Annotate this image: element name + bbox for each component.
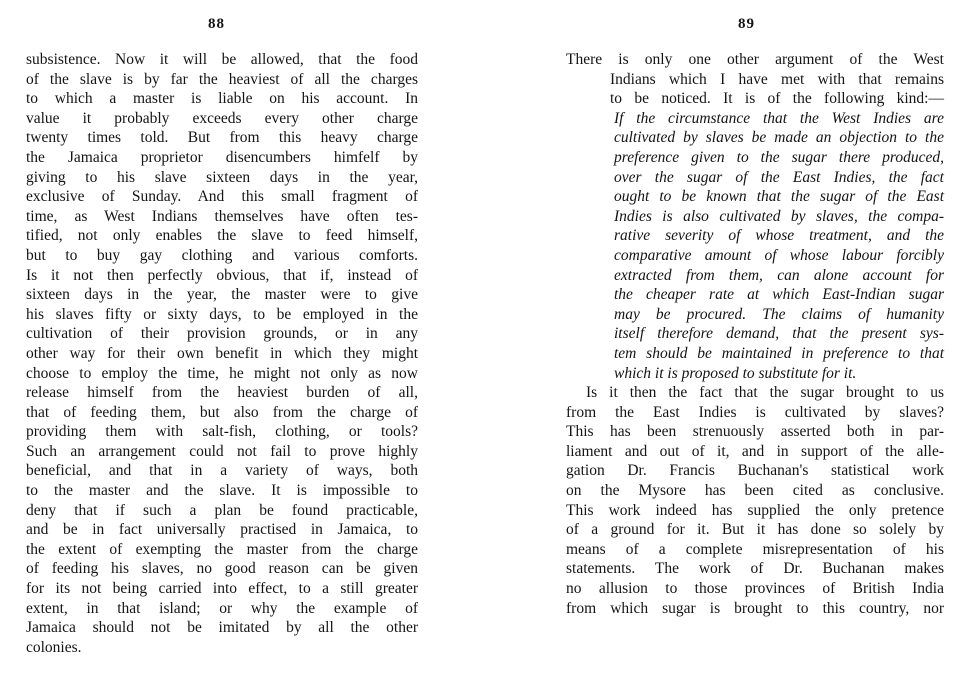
text-line: tified, not only enables the slave to feed himself,: [26, 227, 418, 245]
text-line: over the sugar of the East Indies, the fact: [614, 168, 944, 186]
text-line: to which a master is liable on his account. In: [26, 90, 418, 108]
page-number: 89: [738, 16, 755, 32]
text-line: giving to his slave sixteen days in the year,: [26, 168, 418, 186]
text-line: extracted from them, can alone account for: [614, 266, 944, 284]
text-line: which it is proposed to substitute for it.: [614, 364, 857, 382]
text-line: of feeding his slaves, no good reason can be given: [26, 560, 418, 578]
text-line: from the East Indies is cultivated by slaves?: [566, 403, 944, 421]
text-line: value it probably exceeds every other charge: [26, 109, 418, 127]
text-line: extent, in that island; or why the example of: [26, 599, 418, 617]
page-body: [566, 50, 944, 618]
text-line: liament and out of it, and in support of the alle-: [566, 442, 944, 460]
text-line: of a ground for it. But it has done so solely by: [566, 521, 944, 539]
text-line: on the Mysore has been cited as conclusive.: [566, 482, 944, 500]
text-line: gation Dr. Francis Buchanan's statistical work: [566, 462, 944, 480]
text-line: the cheaper rate at which East-Indian sugar: [614, 286, 944, 304]
text-line: release himself from the heaviest burden of all,: [26, 384, 418, 402]
text-line: of the slave is by far the heaviest of all the charges: [26, 70, 418, 88]
text-line: the Jamaica proprietor disencumbers himfelf by: [26, 148, 418, 166]
text-line: time, as West Indians themselves have often tes-: [26, 207, 418, 225]
text-line: Such an arrangement could not fail to prove highly: [26, 442, 418, 460]
text-line: Jamaica should not be imitated by all the other: [26, 619, 418, 637]
text-line: Indies is also cultivated by slaves, the compa-: [614, 207, 944, 225]
text-line: his slaves fifty or sixty days, to be employed in the: [26, 305, 418, 323]
text-line: twenty times told. But from this heavy charge: [26, 129, 418, 147]
text-line: ought to be known that the sugar of the East: [614, 188, 944, 206]
text-line: for its not being carried into effect, to a still greater: [26, 580, 418, 598]
text-line: and be in fact universally practised in Jamaica, to: [26, 521, 418, 539]
text-line: choose to employ the time, he might not only as now: [26, 364, 418, 382]
text-line: Indians which I have met with that remains: [610, 70, 944, 88]
text-line: cultivation of their provision grounds, or in any: [26, 325, 418, 343]
right-page: [490, 0, 980, 682]
text-line: Is it not then perfectly obvious, that if, instead of: [26, 266, 418, 284]
text-line: no allusion to those provinces of British India: [566, 580, 944, 598]
text-line: This has been strenuously asserted both in par-: [566, 423, 944, 441]
page-body: [26, 50, 418, 657]
text-line: the extent of exempting the master from the charge: [26, 540, 418, 558]
text-line: itself therefore demand, that the present sys-: [614, 325, 944, 343]
text-line: sixteen days in the year, the master were to give: [26, 286, 418, 304]
text-line: tem should be maintained in preference to that: [614, 344, 944, 362]
text-line: There is only one other argument of the West: [566, 51, 944, 68]
text-line: rative severity of whose treatment, and the: [614, 227, 944, 245]
text-line: subsistence. Now it will be allowed, that the food: [26, 51, 418, 68]
text-line: If the circumstance that the West Indies are: [614, 109, 944, 127]
text-line: colonies.: [26, 638, 82, 656]
text-line: but to buy gay clothing and various comforts.: [26, 246, 418, 264]
text-line: exclusive of Sunday. And this small fragment of: [26, 188, 418, 206]
text-line: Is it then the fact that the sugar brought to us: [586, 384, 944, 402]
text-line: beneficial, and that in a variety of ways, both: [26, 462, 418, 480]
text-line: statements. The work of Dr. Buchanan makes: [566, 560, 944, 578]
left-page: [0, 0, 470, 682]
text-line: to be noticed. It is of the following kind:—: [610, 90, 944, 108]
page-number: 88: [208, 16, 225, 32]
text-line: This work indeed has supplied the only pretence: [566, 501, 944, 519]
text-line: deny that if such a plan be found practicable,: [26, 501, 418, 519]
text-line: cultivated by slaves be made an objection to the: [614, 129, 944, 147]
text-line: means of a complete misrepresentation of his: [566, 540, 944, 558]
text-line: that of feeding them, but also from the charge of: [26, 403, 418, 421]
text-line: preference given to the sugar there produced,: [614, 148, 944, 166]
text-line: may be procured. The claims of humanity: [614, 305, 944, 323]
text-line: from which sugar is brought to this country, nor: [566, 599, 944, 617]
text-line: comparative amount of whose labour forcibly: [614, 246, 944, 264]
text-line: to the master and the slave. It is impossible to: [26, 482, 418, 500]
text-line: providing them with salt-fish, clothing, or tools?: [26, 423, 418, 441]
text-line: other way for their own benefit in which they might: [26, 344, 418, 362]
